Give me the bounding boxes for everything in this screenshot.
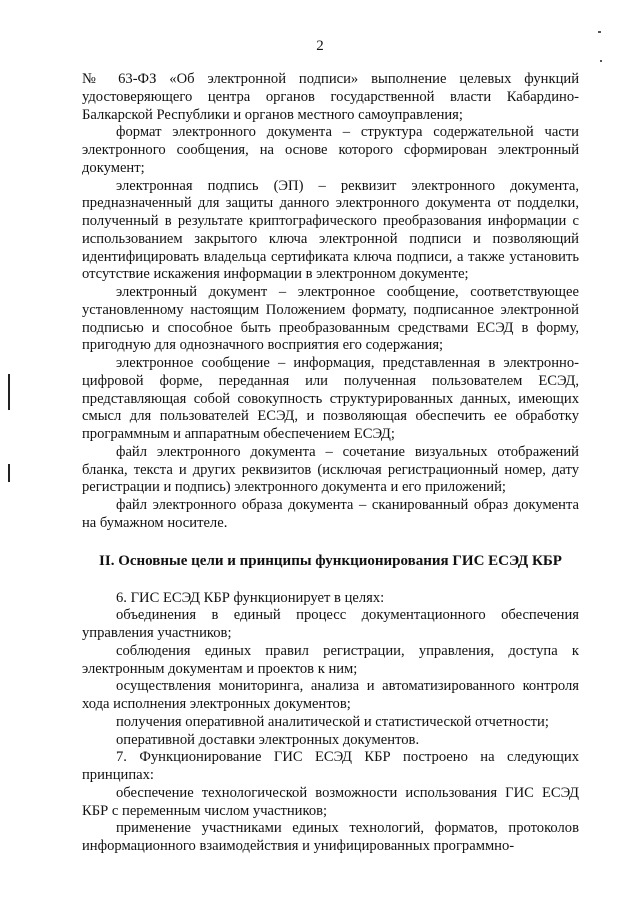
list-item-goal: осуществления мониторинга, анализа и автоматизированного контроля хода исполнения электронных документов;: [82, 678, 579, 712]
scan-mark: [598, 31, 601, 33]
paragraph-definition-image-file: файл электронного образа документа – сканированный образ документа на бумажном носителе.: [82, 497, 579, 531]
section-heading: II. Основные цели и принципы функционирования ГИС ЕСЭД КБР: [99, 552, 562, 569]
paragraph-goals-intro: 6. ГИС ЕСЭД КБР функционирует в целях:: [116, 589, 385, 606]
list-item-principle: обеспечение технологической возможности использования ГИС ЕСЭД КБР с переменным числом участников;: [82, 784, 579, 819]
paragraph-definition-document-file: файл электронного документа – сочетание визуальных отображений бланка, текста и других реквизитов (исключая регистрационный номер, дату регистрации и подпись) электронного документа и его приложений;: [82, 443, 579, 496]
paragraph-principles-intro: 7. Функционирование ГИС ЕСЭД КБР построено на следующих принципах:: [82, 749, 579, 783]
list-item-goal: объединения в единый процесс документационного обеспечения управления участников;: [82, 607, 579, 641]
document-body: [82, 71, 579, 856]
page-number: 2: [316, 38, 324, 54]
paragraph-definition-document-format: формат электронного документа – структура содержательной части электронного сообщения, на основе которого сформирован электронный документ;: [82, 124, 579, 176]
paragraph-definition-electronic-document: электронный документ – электронное сообщение, соответствующее установленному настоящим Положением формату, подписанное электронной подписью и способное быть преобразованным средствами ЕСЭД в форму, пригодную для однозначного восприятия его содержания;: [82, 284, 579, 354]
list-item-goal: соблюдения единых правил регистрации, управления, доступа к электронным документам и проектов к ним;: [82, 642, 579, 677]
paragraph-definition-electronic-message: электронное сообщение – информация, представленная в электронно-цифровой форме, переданная или полученная пользователем ЕСЭД, представляющая собой совокупность структурированных данных, имеющих смысл для пользователей ЕСЭД, и позволяющая обеспечить ее обработку программным и аппаратным обеспечением ЕСЭД;: [82, 355, 579, 442]
list-item-goal: оперативной доставки электронных документов.: [116, 731, 420, 748]
scan-margin-bar: [8, 464, 10, 482]
paragraph-definition-electronic-signature: электронная подпись (ЭП) – реквизит электронного документа, предназначенный для защиты данного электронного документа от подделки, полученный в результате криптографического преобразования информации с использованием закрытого ключа электронной подписи и позволяющий идентифицировать владельца сертификата ключа подписи, а также установить отсутствие искажения информации в электронном документе;: [82, 177, 579, 283]
scan-mark: [600, 60, 602, 62]
list-item-principle: применение участниками единых технологий, форматов, протоколов информационного взаимодействия и унифицированных программно-: [82, 820, 579, 854]
scan-margin-bar: [8, 374, 10, 410]
paragraph-law-reference: № 63-ФЗ «Об электронной подписи» выполнение целевых функций удостоверяющего центра органов государственной власти Кабардино-Балкарской Республики и органов местного самоуправления;: [82, 71, 579, 123]
list-item-goal: получения оперативной аналитической и статистической отчетности;: [116, 713, 549, 730]
